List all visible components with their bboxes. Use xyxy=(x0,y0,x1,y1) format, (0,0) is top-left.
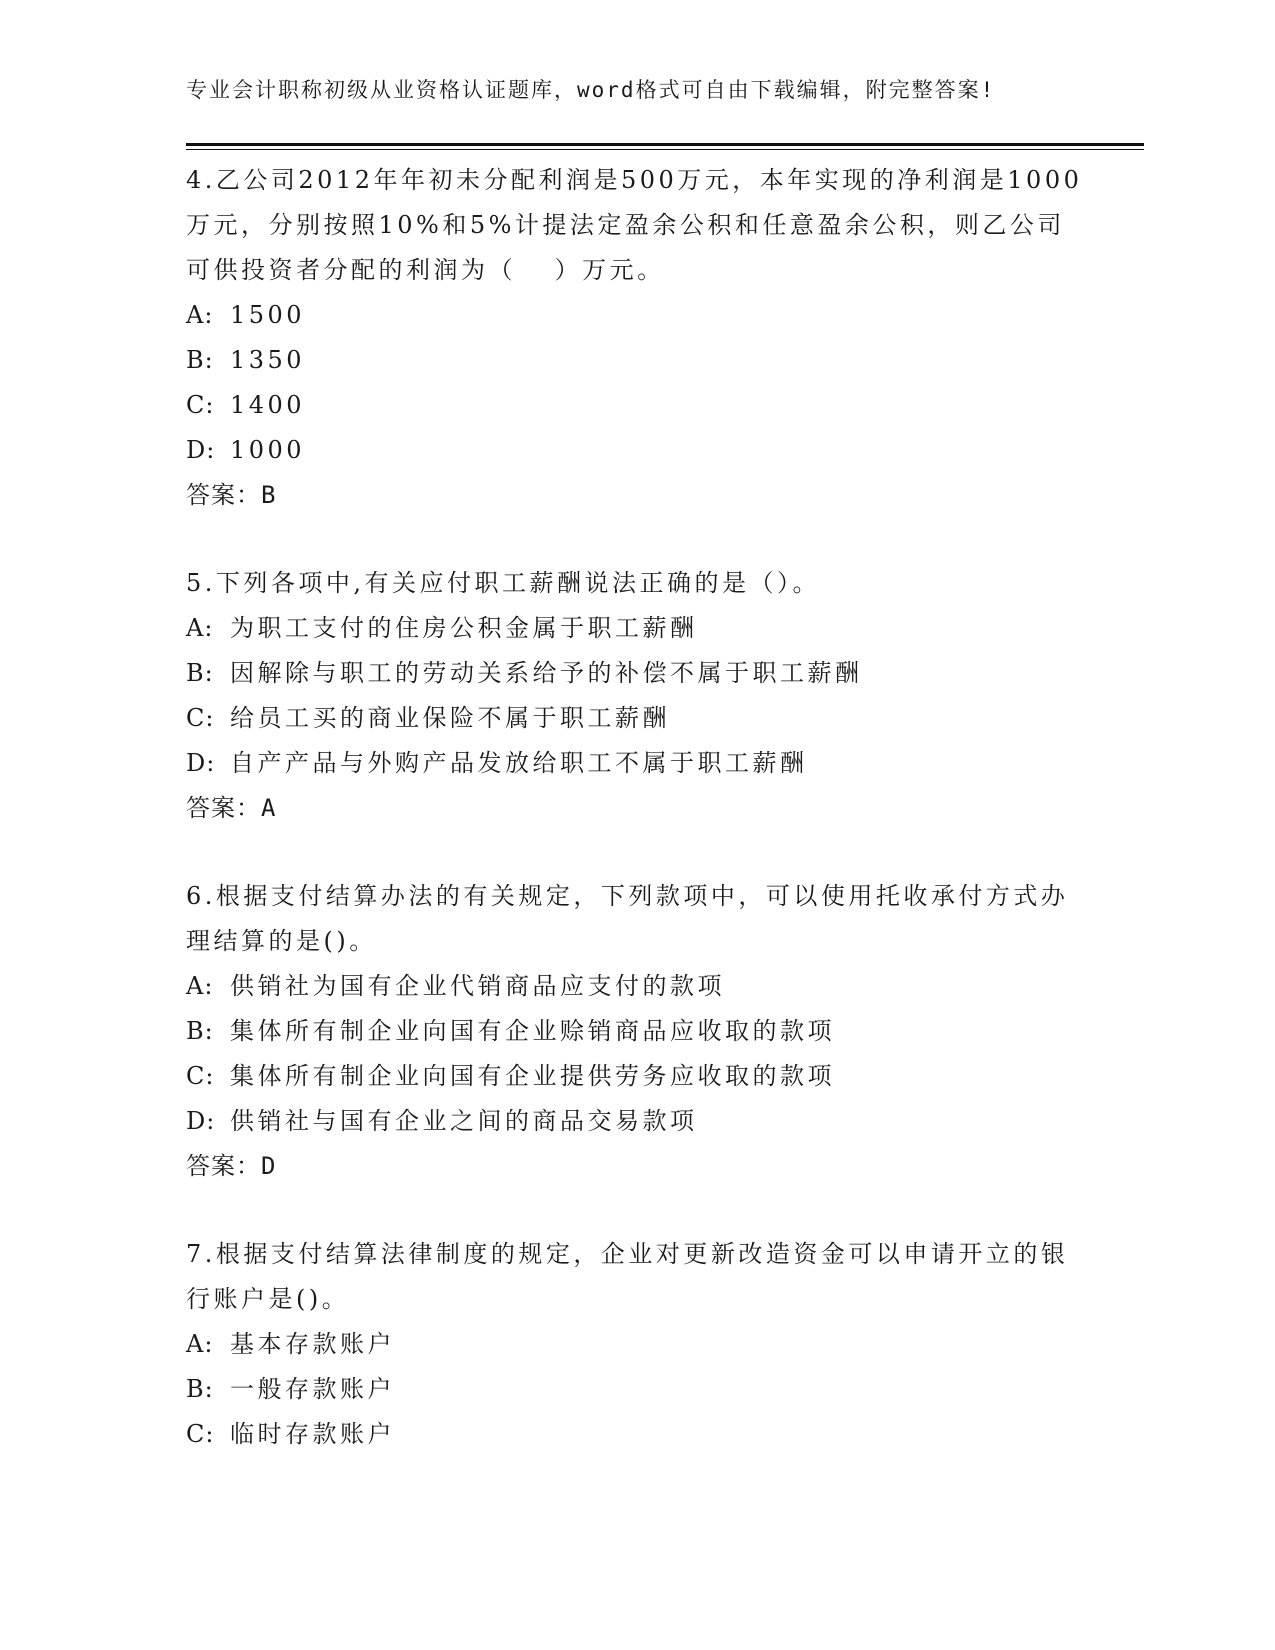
option-text: 1000 xyxy=(230,436,306,464)
option-letter: C: xyxy=(186,1420,215,1448)
option-c xyxy=(186,383,1086,428)
option-a xyxy=(186,1322,1086,1367)
option-letter: C: xyxy=(186,1062,215,1090)
option-letter: D: xyxy=(186,749,216,777)
option-letter: A: xyxy=(186,614,214,642)
option-text: 自产产品与外购产品发放给职工不属于职工薪酬 xyxy=(230,749,808,777)
option-letter: D: xyxy=(186,436,216,464)
option-text: 临时存款账户 xyxy=(230,1420,395,1448)
answer-line: 答案：A xyxy=(186,794,277,822)
option-d xyxy=(186,1099,1086,1144)
option-text: 集体所有制企业向国有企业赊销商品应收取的款项 xyxy=(230,1017,835,1045)
option-text: 1500 xyxy=(230,301,306,329)
option-letter: B: xyxy=(186,346,214,374)
question-stem: 4.乙公司2012年年初未分配利润是500万元，本年实现的净利润是1000万元，分别按照10%和5%计提法定盈余公积和任意盈余公积，则乙公司可供投资者分配的利润为（ ）万元。 xyxy=(186,166,1083,284)
option-letter: C: xyxy=(186,391,215,419)
question-4 xyxy=(186,158,1086,518)
answer-line: 答案：B xyxy=(186,481,277,509)
option-c xyxy=(186,1054,1086,1099)
option-a xyxy=(186,964,1086,1009)
option-b xyxy=(186,1367,1086,1412)
header-rule-thin xyxy=(186,149,1144,150)
question-list xyxy=(186,158,1086,1500)
header-rule-thick xyxy=(186,143,1144,146)
option-a xyxy=(186,606,1086,651)
page-header: 专业会计职称初级从业资格认证题库，word格式可自由下载编辑，附完整答案! xyxy=(186,78,996,102)
option-a xyxy=(186,293,1086,338)
option-text: 1350 xyxy=(230,346,306,374)
option-text: 给员工买的商业保险不属于职工薪酬 xyxy=(230,704,670,732)
option-letter: B: xyxy=(186,1017,214,1045)
option-letter: C: xyxy=(186,704,215,732)
option-letter: B: xyxy=(186,1375,214,1403)
option-text: 集体所有制企业向国有企业提供劳务应收取的款项 xyxy=(230,1062,835,1090)
option-c xyxy=(186,696,1086,741)
option-text: 因解除与职工的劳动关系给予的补偿不属于职工薪酬 xyxy=(230,659,863,687)
question-5 xyxy=(186,561,1086,831)
answer-line: 答案：D xyxy=(186,1152,277,1180)
question-stem: 6.根据支付结算办法的有关规定，下列款项中，可以使用托收承付方式办理结算的是()。 xyxy=(186,882,1069,955)
option-d xyxy=(186,428,1086,473)
option-text: 供销社为国有企业代销商品应支付的款项 xyxy=(230,972,725,1000)
option-text: 为职工支付的住房公积金属于职工薪酬 xyxy=(230,614,698,642)
option-text: 1400 xyxy=(230,391,306,419)
option-b xyxy=(186,1009,1086,1054)
option-text: 基本存款账户 xyxy=(230,1330,395,1358)
option-d xyxy=(186,741,1086,786)
question-7 xyxy=(186,1232,1086,1457)
option-letter: B: xyxy=(186,659,214,687)
option-letter: A: xyxy=(186,1330,214,1358)
question-stem: 7.根据支付结算法律制度的规定，企业对更新改造资金可以申请开立的银行账户是()。 xyxy=(186,1240,1069,1313)
option-c xyxy=(186,1412,1086,1457)
option-letter: D: xyxy=(186,1107,216,1135)
question-6 xyxy=(186,874,1086,1189)
option-text: 供销社与国有企业之间的商品交易款项 xyxy=(230,1107,698,1135)
question-stem: 5.下列各项中,有关应付职工薪酬说法正确的是（）。 xyxy=(186,569,821,597)
option-b xyxy=(186,338,1086,383)
option-b xyxy=(186,651,1086,696)
option-text: 一般存款账户 xyxy=(230,1375,395,1403)
option-letter: A: xyxy=(186,301,214,329)
option-letter: A: xyxy=(186,972,214,1000)
